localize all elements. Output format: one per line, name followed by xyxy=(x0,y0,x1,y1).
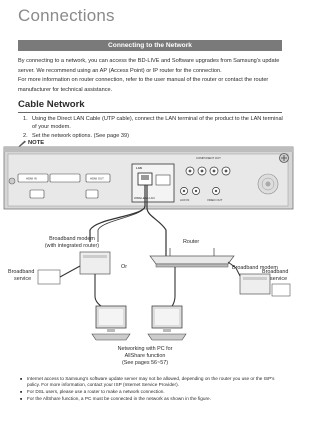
notes-list xyxy=(18,376,286,403)
pc-caption-line-3: (See pages 56~57) xyxy=(121,360,169,366)
step-number: 1. xyxy=(23,116,28,122)
network-connection-diagram xyxy=(0,146,300,378)
note-item: ■ For the AllShare function, a PC must be connected in the network as shown in the figure. xyxy=(18,396,286,402)
service-left-box xyxy=(38,266,80,284)
pc-left-screen xyxy=(99,309,123,325)
or-label: Or xyxy=(121,264,127,270)
component-out-label: COMPONENT OUT xyxy=(196,156,221,160)
service-left-device xyxy=(38,270,60,284)
intro-paragraph: For more information on router connection, refer to the user manual of the router or contact the router manufacturer for technical assistance. xyxy=(18,77,269,93)
pc-right xyxy=(148,306,186,340)
step-text: Using the Direct LAN Cable (UTP cable), connect the LAN terminal of the product to the LAN terminal of your modem. xyxy=(32,116,283,130)
intro-paragraph: By connecting to a network, you can access the BD-LIVE and Software upgrades from Samsung's update server. We recommend using an AP (Access Point) or IP router for the connection. xyxy=(18,58,280,74)
usb-port-icon xyxy=(30,190,44,198)
router-label: Router xyxy=(183,239,200,245)
step-item xyxy=(18,116,284,131)
steps-list xyxy=(18,116,284,142)
hdmi-in-label: HDMI IN xyxy=(26,176,37,181)
pc-left-keyboard xyxy=(92,334,130,340)
service-right-box xyxy=(272,284,290,296)
service-right-label-1: Broadband xyxy=(262,269,289,275)
fan-vent-icon xyxy=(258,174,278,194)
pc-left xyxy=(92,306,130,340)
step-item xyxy=(18,133,284,141)
router-base xyxy=(156,264,228,267)
broadband-modem-label: Broadband modem xyxy=(232,265,278,271)
step-number: 2. xyxy=(23,132,28,139)
panel-top-edge xyxy=(4,147,293,152)
modem-integrated-label-1: Broadband modem xyxy=(49,236,95,242)
service-right-label-2: service xyxy=(270,276,288,282)
note-item: ■ For DSL users, please use a router to make a network connection. xyxy=(18,389,286,395)
modem-integrated xyxy=(80,252,110,274)
note-label: NOTE xyxy=(28,140,45,146)
hdmi-in-port-2 xyxy=(50,174,80,182)
pc-caption-line-2: AllShare function xyxy=(124,353,166,359)
video-out-label: VIDEO OUT xyxy=(207,198,223,202)
service-left-label-2: service xyxy=(14,276,32,282)
page-title: Connections xyxy=(18,6,115,25)
player-back-panel xyxy=(4,147,293,209)
router-body xyxy=(150,256,234,264)
pc-right-screen xyxy=(155,309,179,325)
pc-left-stand xyxy=(107,328,115,332)
service-left-label-1: Broadband xyxy=(8,269,35,275)
connector-port-icon xyxy=(86,190,98,198)
modem-integrated-label-2: (with integrated router) xyxy=(44,243,100,249)
section-heading: Cable Network xyxy=(18,99,85,110)
pc-caption-line-1: Networking with PC for xyxy=(117,346,173,352)
pc-right-stand xyxy=(163,328,171,332)
aux-in-label: AUX IN xyxy=(180,198,190,202)
lan-label: LAN xyxy=(136,166,142,170)
modem-integrated-lights xyxy=(83,255,107,258)
service-right-device xyxy=(272,284,290,296)
wireless-lan-label: WIRELESS LAN xyxy=(134,196,155,200)
broadband-modem xyxy=(240,274,270,294)
intro-text xyxy=(18,57,284,95)
router xyxy=(150,248,234,267)
wireless-lan-port xyxy=(156,175,170,185)
pc-right-keyboard xyxy=(148,334,186,340)
step-text: Set the network options. (See page 39) xyxy=(32,132,130,139)
panel-screw-icon xyxy=(9,178,15,184)
hdmi-out-label: HDMI OUT xyxy=(90,176,104,181)
service-left-cable xyxy=(60,266,80,277)
lan-jack xyxy=(141,175,149,180)
modem-lights xyxy=(243,277,267,280)
section-banner: Connecting to the Network xyxy=(18,40,282,51)
note-item: ■ Internet access to Samsung's software update server may not be allowed, depending on the router you use or the ISP's policy. For more information, contact your ISP (Internet Service Provider). xyxy=(18,376,286,389)
heading-rule xyxy=(18,112,282,113)
